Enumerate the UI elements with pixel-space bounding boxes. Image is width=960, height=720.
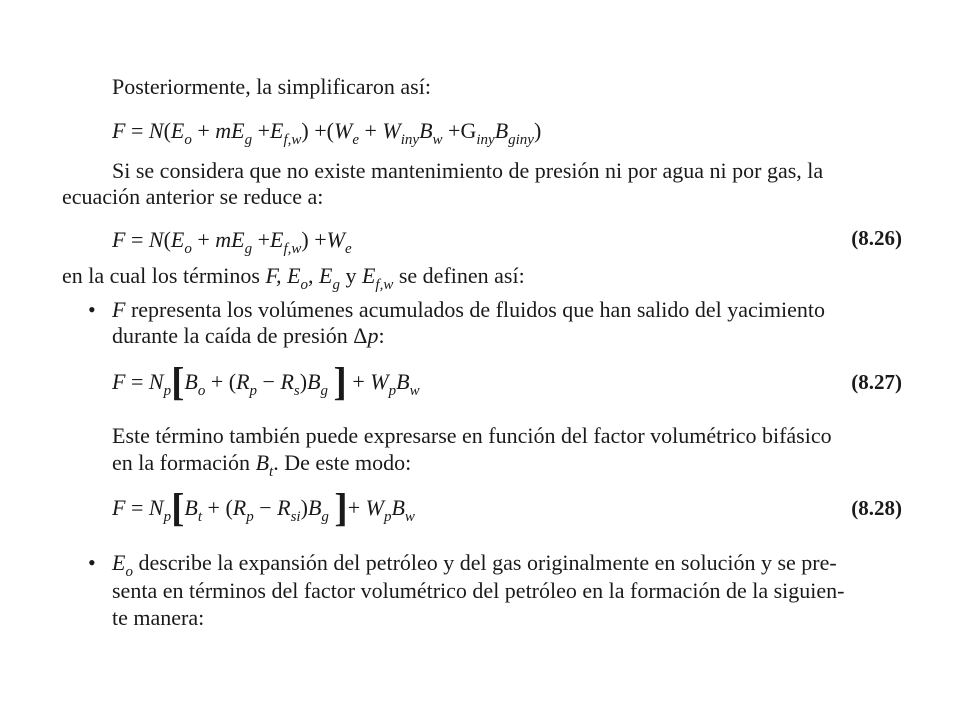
intro-text: Posteriormente, la simplificaron así:	[112, 74, 431, 99]
equation-8-28: $F = N_p[B_t + (R_p - R_{si})B_g$ ]+ $W_pB_w$	[112, 485, 415, 530]
bullet-text: durante la caída de presión Δp:	[112, 323, 385, 348]
paragraph-line: Si se considera que no existe mantenimiento de presión ni por agua ni por gas, la	[112, 158, 824, 183]
equation-number: (8.28)	[851, 496, 902, 520]
equation-8-26: $F = N(E_o + mE_g +E_{f,w}) +W_e$	[112, 227, 352, 257]
bullet-dot: •	[88, 550, 96, 575]
bullet-text: $E_o$ describe la expansión del petróleo y del gas originalmente en solución y se pre-	[112, 550, 837, 580]
paragraph-line: Este término también puede expresarse en función del factor volumétrico bifásico	[112, 423, 832, 448]
bullet-text: senta en términos del factor volumétrico del petróleo en la formación de la siguien-	[112, 578, 845, 603]
bullet-text: F representa los volúmenes acumulados de fluidos que han salido del yacimiento	[112, 297, 825, 322]
equation-number: (8.27)	[851, 370, 902, 394]
equation-number: (8.26)	[851, 226, 902, 250]
paragraph-line: en la formación $B_t$. De este modo:	[112, 450, 412, 480]
paragraph-line: ecuación anterior se reduce a:	[62, 184, 324, 209]
equation-8-27: $F = N_p[B_o + (R_p - R_s)B_g$ ] + $W_pB_w$	[112, 359, 420, 404]
bullet-text: te manera:	[112, 605, 205, 630]
definitions-line: en la cual los términos F, $E_o$, $E_g$ y $E_{f,w}$ se definen así:	[62, 263, 525, 293]
bullet-dot: •	[88, 297, 96, 322]
equation-simplified: $F = N(E_o + mE_g +E_{f,w}) +(W_e + W_{iny}B_w +G_{iny}B_{giny})$	[112, 118, 542, 148]
